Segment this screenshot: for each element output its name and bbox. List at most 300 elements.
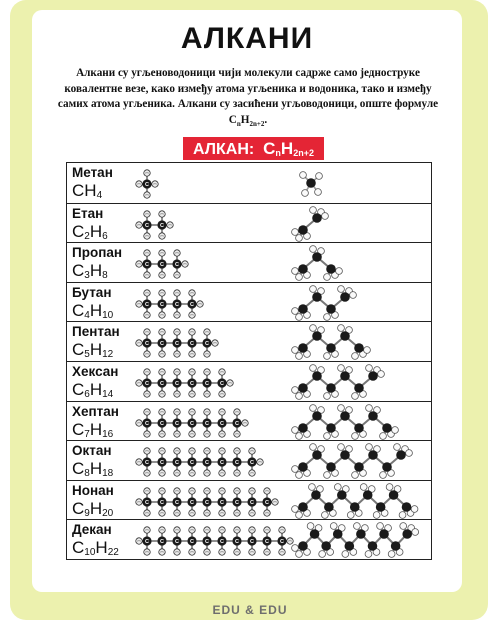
alkane-formula: $C_9H_{20}$ xyxy=(72,498,114,519)
carbon-ball xyxy=(402,502,412,512)
hydrogen-ball xyxy=(310,246,317,253)
alkane-row xyxy=(67,361,431,401)
svg-text:H: H xyxy=(235,549,239,555)
hydrogen-ball xyxy=(310,365,317,372)
structural-formula xyxy=(137,167,287,201)
hydrogen-ball xyxy=(310,285,317,292)
carbon-atom xyxy=(157,458,166,467)
hydrogen-atom xyxy=(219,549,225,555)
svg-text:H: H xyxy=(220,549,224,555)
svg-text:H: H xyxy=(235,488,239,494)
svg-text:H: H xyxy=(190,448,194,454)
hydrogen-ball xyxy=(342,551,349,558)
carbon-atom xyxy=(172,299,181,308)
svg-text:H: H xyxy=(137,222,141,228)
svg-text:C: C xyxy=(175,499,179,506)
alkane-general-formula-banner: АЛКАН: $C_nH_{2n+2}$ xyxy=(183,137,324,160)
svg-text:H: H xyxy=(160,470,164,476)
hydrogen-atom xyxy=(204,351,210,357)
carbon-atom xyxy=(157,299,166,308)
carbon-ball xyxy=(298,423,308,433)
carbon-atom xyxy=(202,458,211,467)
hydrogen-ball xyxy=(310,325,317,332)
hydrogen-atom xyxy=(136,301,142,307)
svg-text:H: H xyxy=(137,538,141,544)
svg-text:C: C xyxy=(190,460,194,467)
hydrogen-ball xyxy=(296,274,303,281)
hydrogen-atom xyxy=(264,488,270,494)
svg-text:H: H xyxy=(145,192,149,198)
carbon-atom xyxy=(217,537,226,546)
carbon-atom xyxy=(187,299,196,308)
hydrogen-atom xyxy=(144,448,150,454)
carbon-ball xyxy=(391,542,401,552)
hydrogen-atom xyxy=(264,527,270,533)
carbon-ball xyxy=(337,490,347,500)
svg-text:H: H xyxy=(265,527,269,533)
carbon-atom xyxy=(247,537,256,546)
hydrogen-ball xyxy=(310,206,317,213)
hydrogen-ball xyxy=(319,551,326,558)
carbon-atom xyxy=(247,497,256,506)
ball-and-stick-model xyxy=(289,404,427,440)
svg-text:H: H xyxy=(273,499,277,505)
carbon-atom xyxy=(157,339,166,348)
svg-text:H: H xyxy=(250,448,254,454)
svg-text:H: H xyxy=(145,290,149,296)
svg-text:H: H xyxy=(205,329,209,335)
hydrogen-ball xyxy=(352,472,359,479)
svg-text:C: C xyxy=(250,499,254,506)
svg-text:C: C xyxy=(160,420,164,427)
hydrogen-ball xyxy=(302,190,309,197)
svg-text:H: H xyxy=(220,431,224,437)
svg-text:C: C xyxy=(145,341,149,348)
svg-text:H: H xyxy=(288,538,292,544)
svg-text:H: H xyxy=(145,272,149,278)
carbon-ball xyxy=(326,304,336,314)
carbon-ball xyxy=(356,530,366,540)
svg-text:H: H xyxy=(175,448,179,454)
svg-text:H: H xyxy=(160,369,164,375)
carbon-ball xyxy=(326,423,336,433)
svg-text:C: C xyxy=(160,460,164,467)
ball-and-stick-model xyxy=(289,245,427,281)
carbon-atom xyxy=(202,418,211,427)
hydrogen-ball xyxy=(412,529,419,536)
svg-text:H: H xyxy=(205,431,209,437)
svg-text:H: H xyxy=(250,510,254,516)
hydrogen-atom xyxy=(174,290,180,296)
hydrogen-atom xyxy=(189,549,195,555)
carbon-ball xyxy=(298,502,308,512)
svg-text:H: H xyxy=(160,312,164,318)
hydrogen-atom xyxy=(159,210,165,216)
carbon-ball xyxy=(326,383,336,393)
svg-text:H: H xyxy=(190,527,194,533)
carbon-atom xyxy=(142,378,151,387)
svg-text:C: C xyxy=(145,380,149,387)
hydrogen-atom xyxy=(159,232,165,238)
carbon-atom xyxy=(142,497,151,506)
hydrogen-ball xyxy=(296,393,303,400)
hydrogen-atom xyxy=(144,290,150,296)
svg-text:H: H xyxy=(175,351,179,357)
carbon-atom xyxy=(232,458,241,467)
alkane-row xyxy=(67,203,431,243)
carbon-atom xyxy=(157,418,166,427)
hydrogen-atom xyxy=(234,527,240,533)
hydrogen-ball xyxy=(411,505,418,512)
hydrogen-atom xyxy=(249,448,255,454)
carbon-ball xyxy=(326,264,336,274)
hydrogen-atom xyxy=(174,408,180,414)
hydrogen-ball xyxy=(338,325,345,332)
svg-text:H: H xyxy=(205,549,209,555)
hydrogen-atom xyxy=(174,549,180,555)
svg-text:C: C xyxy=(205,460,209,467)
svg-text:H: H xyxy=(160,488,164,494)
carbon-atom xyxy=(142,418,151,427)
svg-text:H: H xyxy=(265,549,269,555)
svg-text:H: H xyxy=(205,369,209,375)
hydrogen-atom xyxy=(234,408,240,414)
hydrogen-atom xyxy=(204,430,210,436)
carbon-ball xyxy=(312,292,322,302)
hydrogen-atom xyxy=(189,488,195,494)
carbon-atom xyxy=(142,220,151,229)
carbon-ball xyxy=(324,502,334,512)
svg-text:H: H xyxy=(198,301,202,307)
hydrogen-atom xyxy=(136,221,142,227)
hydrogen-ball xyxy=(380,472,387,479)
svg-text:H: H xyxy=(243,420,247,426)
carbon-atom xyxy=(142,537,151,546)
hydrogen-ball xyxy=(296,472,303,479)
svg-text:C: C xyxy=(205,539,209,546)
structural-formula xyxy=(137,247,287,281)
hydrogen-atom xyxy=(189,290,195,296)
hydrogen-atom xyxy=(144,210,150,216)
svg-text:C: C xyxy=(160,380,164,387)
svg-text:H: H xyxy=(137,499,141,505)
carbon-atom xyxy=(217,418,226,427)
carbon-atom xyxy=(202,339,211,348)
alkane-name: Пентан xyxy=(72,324,120,340)
carbon-atom xyxy=(142,299,151,308)
hydrogen-atom xyxy=(159,329,165,335)
structural-formula xyxy=(137,406,287,440)
hydrogen-atom xyxy=(174,391,180,397)
svg-text:C: C xyxy=(175,380,179,387)
hydrogen-atom xyxy=(136,261,142,267)
hydrogen-ball xyxy=(324,393,331,400)
hydrogen-ball xyxy=(388,551,395,558)
hydrogen-atom xyxy=(249,488,255,494)
hydrogen-ball xyxy=(336,268,343,275)
hydrogen-atom xyxy=(234,448,240,454)
svg-text:H: H xyxy=(213,340,217,346)
alkane-formula: $C_{10}H_{22}$ xyxy=(72,538,119,559)
carbon-ball xyxy=(340,450,350,460)
hydrogen-atom xyxy=(204,510,210,516)
hydrogen-ball xyxy=(292,466,299,473)
svg-text:H: H xyxy=(250,549,254,555)
hydrogen-ball xyxy=(338,404,345,411)
hydrogen-ball xyxy=(366,444,373,451)
carbon-ball xyxy=(312,213,322,223)
carbon-ball xyxy=(376,502,386,512)
svg-text:H: H xyxy=(168,222,172,228)
svg-text:C: C xyxy=(205,380,209,387)
hydrogen-ball xyxy=(394,444,401,451)
hydrogen-atom xyxy=(144,232,150,238)
hydrogen-atom xyxy=(249,527,255,533)
alkane-name: Метан xyxy=(72,165,113,180)
hydrogen-atom xyxy=(189,430,195,436)
hydrogen-ball xyxy=(380,432,387,439)
svg-text:H: H xyxy=(220,470,224,476)
svg-text:H: H xyxy=(160,510,164,516)
carbon-ball xyxy=(333,530,343,540)
alkane-name: Октан xyxy=(72,443,112,459)
svg-text:H: H xyxy=(145,527,149,533)
svg-text:H: H xyxy=(160,272,164,278)
svg-text:H: H xyxy=(160,329,164,335)
hydrogen-atom xyxy=(197,301,203,307)
hydrogen-atom xyxy=(204,408,210,414)
carbon-ball xyxy=(312,411,322,421)
hydrogen-atom xyxy=(174,351,180,357)
svg-text:C: C xyxy=(160,539,164,546)
carbon-atom xyxy=(262,537,271,546)
carbon-ball xyxy=(298,542,308,552)
hydrogen-ball xyxy=(334,483,341,490)
svg-text:H: H xyxy=(145,369,149,375)
carbon-atom xyxy=(157,497,166,506)
hydrogen-atom xyxy=(189,369,195,375)
carbon-ball xyxy=(368,450,378,460)
hydrogen-atom xyxy=(159,250,165,256)
carbon-ball xyxy=(363,490,373,500)
carbon-atom xyxy=(157,378,166,387)
hydrogen-atom xyxy=(174,312,180,318)
hydrogen-atom xyxy=(234,430,240,436)
hydrogen-atom xyxy=(159,527,165,533)
svg-text:C: C xyxy=(175,460,179,467)
hydrogen-ball xyxy=(324,353,331,360)
carbon-atom xyxy=(172,260,181,269)
carbon-atom xyxy=(247,458,256,467)
hydrogen-atom xyxy=(279,549,285,555)
svg-text:C: C xyxy=(265,539,269,546)
hydrogen-atom xyxy=(219,510,225,516)
hydrogen-ball xyxy=(292,268,299,275)
hydrogen-atom xyxy=(144,272,150,278)
hydrogen-atom xyxy=(144,351,150,357)
hydrogen-ball xyxy=(296,551,303,558)
carbon-ball xyxy=(298,383,308,393)
svg-text:H: H xyxy=(220,409,224,415)
hydrogen-atom xyxy=(174,369,180,375)
carbon-ball xyxy=(312,371,322,381)
alkane-row xyxy=(67,440,431,480)
svg-text:C: C xyxy=(220,420,224,427)
svg-text:H: H xyxy=(175,369,179,375)
carbon-ball xyxy=(396,450,406,460)
alkane-name: Етан xyxy=(72,205,104,221)
svg-text:C: C xyxy=(145,420,149,427)
svg-text:H: H xyxy=(250,488,254,494)
hydrogen-atom xyxy=(212,340,218,346)
svg-text:C: C xyxy=(280,539,284,546)
hydrogen-atom xyxy=(219,470,225,476)
carbon-atom xyxy=(172,339,181,348)
hydrogen-ball xyxy=(292,545,299,552)
hydrogen-atom xyxy=(234,488,240,494)
carbon-ball xyxy=(368,542,378,552)
carbon-atom xyxy=(232,418,241,427)
svg-text:C: C xyxy=(145,499,149,506)
svg-text:H: H xyxy=(145,211,149,217)
svg-text:H: H xyxy=(220,527,224,533)
carbon-ball xyxy=(312,252,322,262)
alkane-name: Пропан xyxy=(72,245,123,261)
svg-text:H: H xyxy=(160,527,164,533)
carbon-atom xyxy=(187,378,196,387)
svg-text:H: H xyxy=(137,340,141,346)
carbon-ball xyxy=(326,462,336,472)
structural-formula xyxy=(137,287,287,321)
svg-text:H: H xyxy=(190,409,194,415)
hydrogen-ball xyxy=(324,274,331,281)
hydrogen-ball xyxy=(292,347,299,354)
carbon-atom xyxy=(187,339,196,348)
hydrogen-atom xyxy=(159,470,165,476)
hydrogen-atom xyxy=(136,380,142,386)
hydrogen-atom xyxy=(204,488,210,494)
carbon-atom xyxy=(202,497,211,506)
svg-text:H: H xyxy=(175,488,179,494)
hydrogen-atom xyxy=(136,181,142,187)
hydrogen-ball xyxy=(316,173,323,180)
hydrogen-ball xyxy=(338,444,345,451)
carbon-ball xyxy=(354,344,364,354)
hydrogen-atom xyxy=(144,510,150,516)
hydrogen-ball xyxy=(292,387,299,394)
svg-text:H: H xyxy=(160,211,164,217)
carbon-ball xyxy=(340,371,350,381)
hydrogen-ball xyxy=(378,371,385,378)
hydrogen-atom xyxy=(159,312,165,318)
hydrogen-ball xyxy=(338,365,345,372)
hydrogen-atom xyxy=(189,329,195,335)
hydrogen-atom xyxy=(144,391,150,397)
hydrogen-atom xyxy=(204,527,210,533)
svg-text:H: H xyxy=(175,272,179,278)
alkane-row xyxy=(67,163,431,203)
hydrogen-ball xyxy=(386,483,393,490)
svg-text:C: C xyxy=(175,420,179,427)
svg-text:H: H xyxy=(228,380,232,386)
carbon-atom xyxy=(277,537,286,546)
svg-text:H: H xyxy=(145,488,149,494)
svg-text:C: C xyxy=(160,301,164,308)
svg-text:H: H xyxy=(205,470,209,476)
carbon-ball xyxy=(311,490,321,500)
svg-text:H: H xyxy=(145,510,149,516)
svg-text:C: C xyxy=(235,499,239,506)
hydrogen-atom xyxy=(144,430,150,436)
hydrogen-atom xyxy=(152,181,158,187)
svg-text:C: C xyxy=(220,380,224,387)
carbon-atom xyxy=(202,537,211,546)
svg-text:H: H xyxy=(280,527,284,533)
intro-text: Алкани су угљеноводоници чији молекули садрже само једноструке ковалентне везе, како између атома угљеника и водоника, тако и између самих атома угљеника. Алкани су засићени угљоводоници, опште формуле xyxy=(57,67,439,110)
carbon-ball xyxy=(340,411,350,421)
svg-text:H: H xyxy=(235,431,239,437)
svg-text:H: H xyxy=(160,409,164,415)
carbon-atom xyxy=(187,537,196,546)
alkane-formula: $C_7H_{16}$ xyxy=(72,419,114,440)
hydrogen-ball xyxy=(315,189,322,196)
svg-text:H: H xyxy=(190,488,194,494)
hydrogen-ball xyxy=(296,511,303,518)
carbon-atom xyxy=(172,458,181,467)
ball-and-stick-model xyxy=(289,443,427,479)
svg-text:H: H xyxy=(137,181,141,187)
carbon-ball xyxy=(340,292,350,302)
hydrogen-atom xyxy=(189,510,195,516)
hydrogen-ball xyxy=(310,444,317,451)
hydrogen-ball xyxy=(366,404,373,411)
hydrogen-atom xyxy=(159,430,165,436)
svg-text:C: C xyxy=(145,301,149,308)
alkane-formula: $C_2H_6$ xyxy=(72,221,108,242)
ball-and-stick-model xyxy=(289,483,427,519)
svg-text:H: H xyxy=(190,351,194,357)
hydrogen-atom xyxy=(219,369,225,375)
hydrogen-ball xyxy=(296,432,303,439)
svg-text:C: C xyxy=(220,539,224,546)
svg-text:H: H xyxy=(190,369,194,375)
carbon-atom xyxy=(172,537,181,546)
hydrogen-ball xyxy=(366,365,373,372)
hydrogen-atom xyxy=(159,290,165,296)
hydrogen-atom xyxy=(174,527,180,533)
svg-text:C: C xyxy=(235,539,239,546)
carbon-ball xyxy=(298,264,308,274)
hydrogen-atom xyxy=(219,408,225,414)
svg-text:H: H xyxy=(235,510,239,516)
svg-text:H: H xyxy=(145,409,149,415)
carbon-atom xyxy=(187,418,196,427)
carbon-ball xyxy=(306,178,316,188)
svg-text:H: H xyxy=(145,329,149,335)
hydrogen-ball xyxy=(353,523,360,530)
svg-text:H: H xyxy=(205,527,209,533)
hydrogen-atom xyxy=(242,419,248,425)
hydrogen-ball xyxy=(352,432,359,439)
carbon-ball xyxy=(321,542,331,552)
carbon-atom xyxy=(142,179,151,188)
svg-text:C: C xyxy=(235,460,239,467)
hydrogen-ball xyxy=(373,511,380,518)
svg-text:H: H xyxy=(145,170,149,176)
svg-text:H: H xyxy=(220,510,224,516)
svg-text:H: H xyxy=(153,181,157,187)
svg-text:H: H xyxy=(175,290,179,296)
